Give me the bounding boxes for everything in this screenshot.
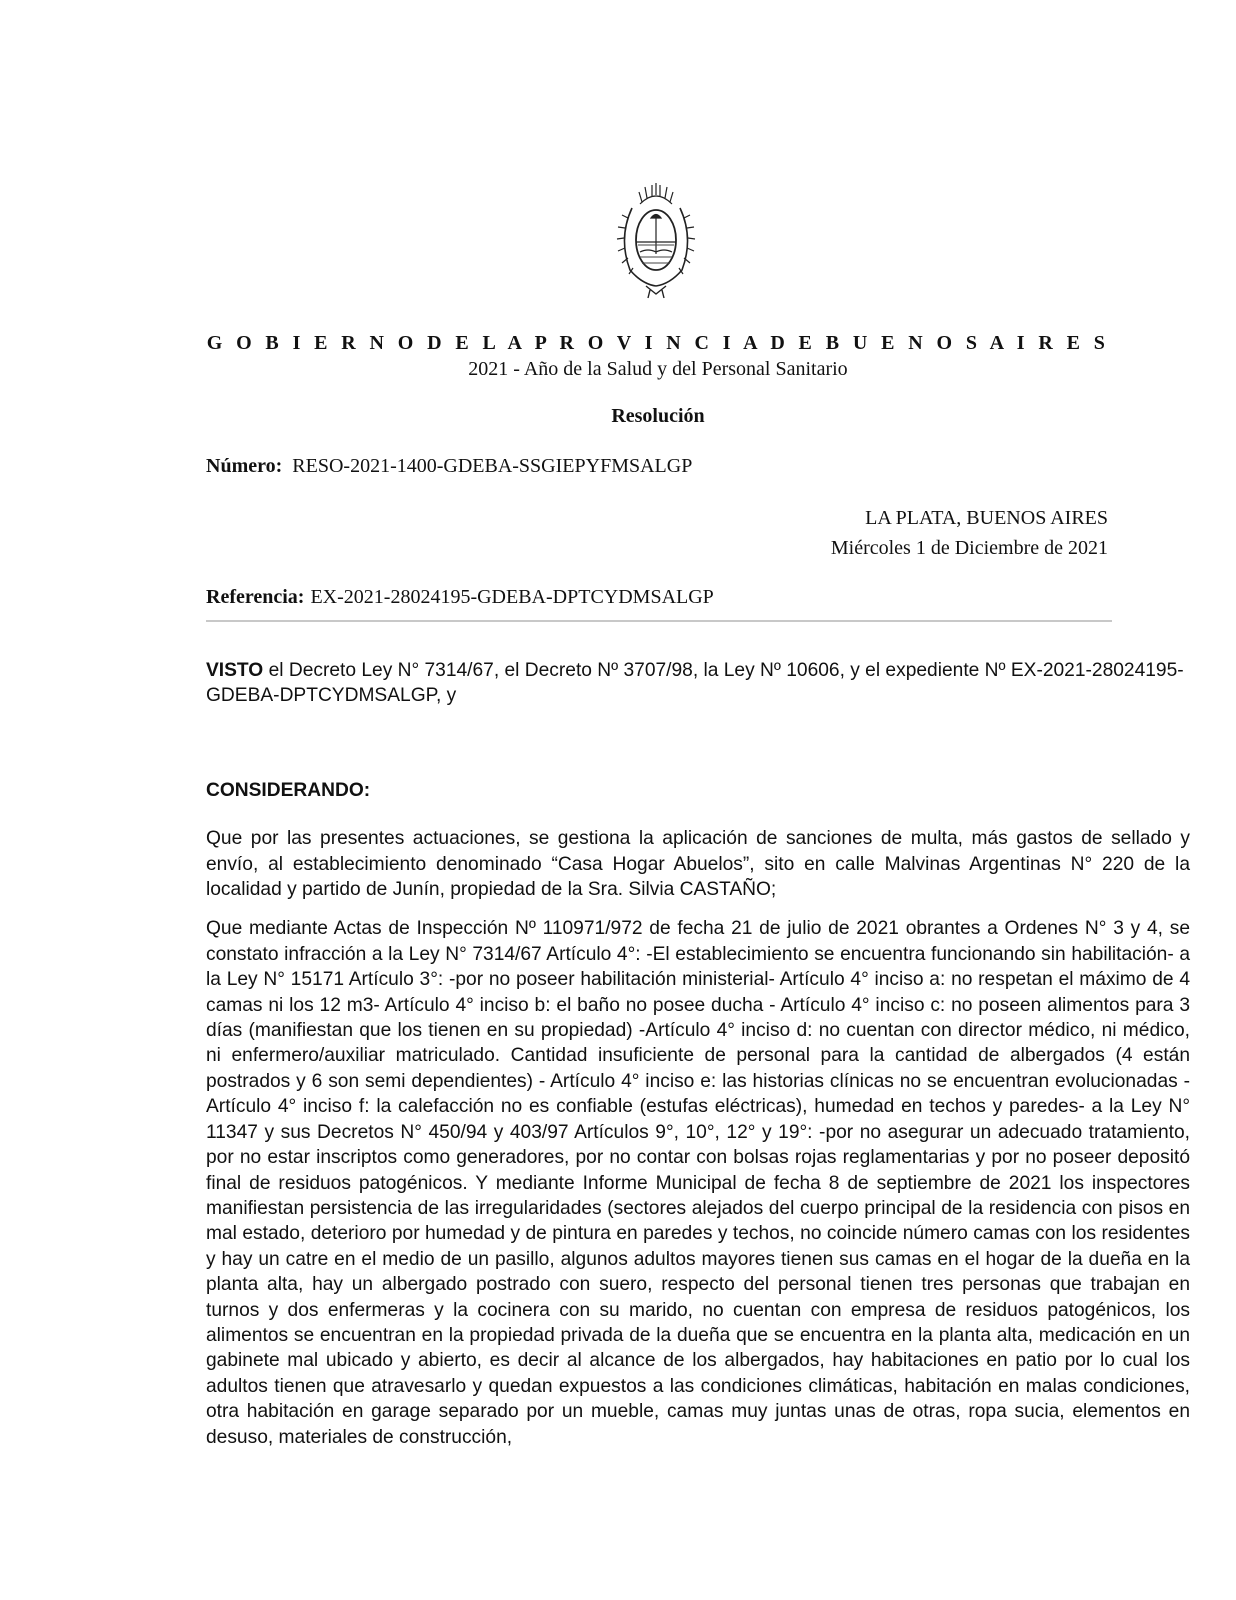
reference-row [206, 586, 714, 609]
resolution-number-label: Número: [206, 455, 283, 477]
coat-of-arms-icon [612, 178, 700, 300]
reference-label: Referencia: [206, 586, 305, 608]
resolution-number-row [206, 455, 692, 478]
document-type: Resolución [611, 405, 705, 427]
considerando-heading: CONSIDERANDO: [206, 779, 371, 801]
year-motto: 2021 - Año de la Salud y del Personal Sanitario [468, 358, 848, 380]
government-title: G O B I E R N O D E L A P R O V I N C I A D E B U E N O S A I R E S [206, 332, 1110, 354]
resolution-number-value: RESO-2021-1400-GDEBA-SSGIEPYFMSALGP [292, 455, 693, 477]
divider [206, 620, 1112, 622]
visto-paragraph [206, 658, 1190, 709]
visto-text: el Decreto Ley N° 7314/67, el Decreto Nº 3707/98, la Ley Nº 10606, y el expediente Nº EX-2021-28024195-GDEBA-DPTCYDMSALGP, y [206, 660, 1184, 707]
reference-value: EX-2021-28024195-GDEBA-DPTCYDMSALGP [310, 586, 714, 608]
date: Miércoles 1 de Diciembre de 2021 [830, 537, 1108, 559]
document-body [206, 658, 1190, 1450]
paragraph: Que por las presentes actuaciones, se gestiona la aplicación de sanciones de multa, más gastos de sellado y envío, al establecimiento denominado “Casa Hogar Abuelos”, sito en calle Malvinas Argentinas N° 220 de la localidad y partido de Junín, propiedad de la Sra. Silvia CASTAÑO; [206, 828, 1190, 901]
place: LA PLATA, BUENOS AIRES [865, 507, 1108, 529]
paragraph: Que mediante Actas de Inspección Nº 110971/972 de fecha 21 de julio de 2021 obrantes a Ordenes N° 3 y 4, se constato infracción a la Ley N° 7314/67 Artículo 4°: -El establecimiento se encuentra funcionando sin habilitación- a la Ley N° 15171 Artículo 3°: -por no poseer habilitación ministerial- Artículo 4° inciso a: no respetan el máximo de 4 camas ni los 12 m3- Artículo 4° inciso b: el baño no posee ducha - Artículo 4° inciso c: no poseen alimentos para 3 días (manifiestan que los tienen en su propiedad) -Artículo 4° inciso d: no cuentan con director médico, ni médico, ni enfermero/auxiliar matriculado. Cantidad insuficiente de personal para la cantidad de albergados (4 están postrados y 6 son semi dependientes) - Artículo 4° inciso e: las historias clínicas no se encuentran evolucionadas - Artículo 4° inciso f: la calefacción no es confiable (estufas eléctricas), humedad en techos y paredes- a la Ley N° 11347 y sus Decretos N° 450/94 y 403/97 Artículos 9°, 10°, 12° y 19°: -por no asegurar un adecuado tratamiento, por no estar inscriptos como generadores, por no contar con bolsas rojas reglamentarias y por no poseer depositó final de residuos patogénicos. Y mediante Informe Municipal de fecha 8 de septiembre de 2021 los inspectores manifiestan persistencia de las irregularidades (sectores alejados del cuerpo principal de la residencia con pisos en mal estado, deterioro por humedad y de pintura en paredes y techos, no coincide número camas con los residentes y hay un catre en el medio de un pasillo, algunos adultos mayores tienen sus camas en el hogar de la dueña en la planta alta, hay un albergado postrado con suero, respecto del personal tienen tres personas que trabajan en turnos y dos enfermeras y la cocinera con su marido, no cuentan con empresa de residuos patogénicos, los alimentos se encuentran en la propiedad privada de la dueña que se encuentra en la planta alta, medicación en un gabinete mal ubicado y abierto, es decir al alcance de los albergados, hay habitaciones en patio por lo cual los adultos tienen que atravesarlo y quedan expuestos a las condiciones climáticas, habitación en malas condiciones, otra habitación en garage separado por un mueble, camas muy juntas unas de otras, ropa sucia, elementos en desuso, materiales de construcción, [206, 918, 1190, 1448]
visto-label: VISTO [206, 660, 264, 681]
